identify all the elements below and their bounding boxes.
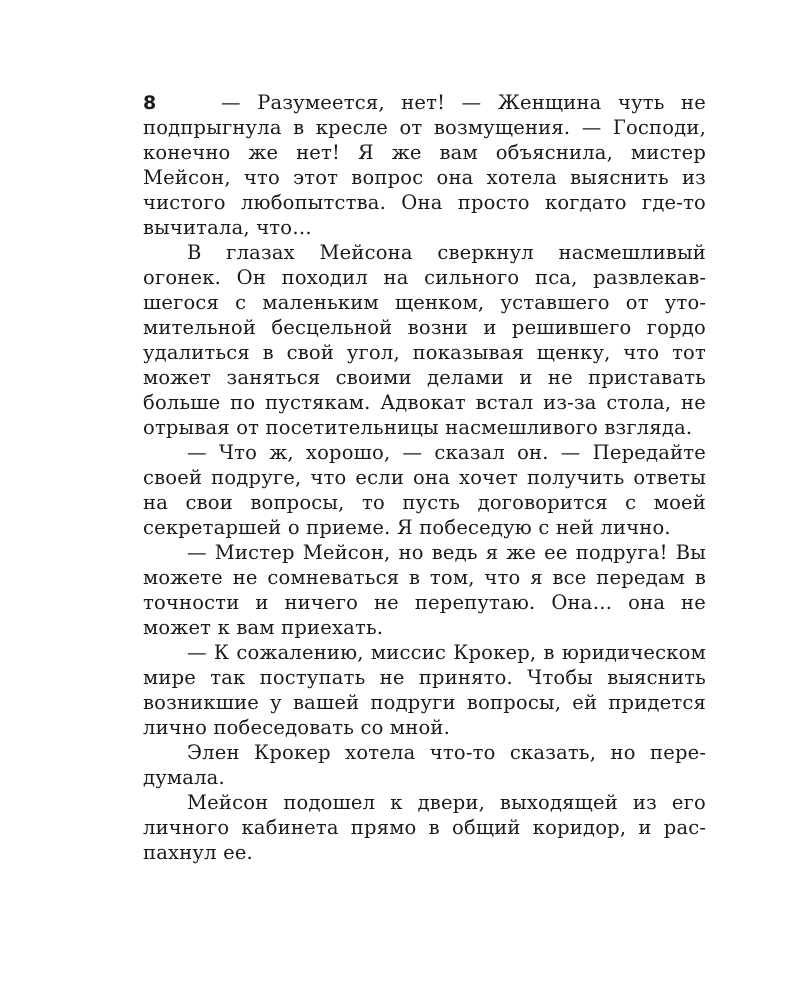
paragraph: — К сожалению, миссис Крокер, в юридическом мире так поступать не принято. Чтобы выяснить возникшие у вашей подруги вопросы, ей придется лично побеседовать со мной. xyxy=(143,641,706,739)
page-number: 8 xyxy=(143,92,157,114)
paragraph: Элен Крокер хотела что-то сказать, но передумала. xyxy=(143,741,706,789)
paragraph: — Разумеется, нет! — Женщина чуть не подпрыгнула в кресле от возмущения. — Господи, конечно же нет! Я же вам объяснила, мистер Мейсон, что этот вопрос она хотела выяснить из чистого любопытства. Она просто когдато где-то вычитала, что… xyxy=(143,91,706,239)
paragraph: — Что ж, хорошо, — сказал он. — Передайте своей подруге, что если она хочет получить ответы на свои вопросы, то пусть договорится с моей секретаршей о приеме. Я побеседую с ней лично. xyxy=(143,441,706,539)
body-text xyxy=(143,90,706,865)
paragraph: — Мистер Мейсон, но ведь я же ее подруга! Вы можете не сомневаться в том, что я все передам в точности и ничего не перепутаю. Она… она не может к вам приехать. xyxy=(143,541,706,639)
paragraph: В глазах Мейсона сверкнул насмешливый огонек. Он походил на сильного пса, развлекавшегося с маленьким щенком, уставшего от утомительной бесцельной возни и решившего гордо удалиться в свой угол, показывая щенку, что тот может заняться своими делами и не приставать больше по пустякам. Адвокат встал из-за стола, не отрывая от посетительницы насмешливого взгляда. xyxy=(143,241,706,439)
paragraph: Мейсон подошел к двери, выходящей из его личного кабинета прямо в общий коридор, и распахнул ее. xyxy=(143,791,706,864)
